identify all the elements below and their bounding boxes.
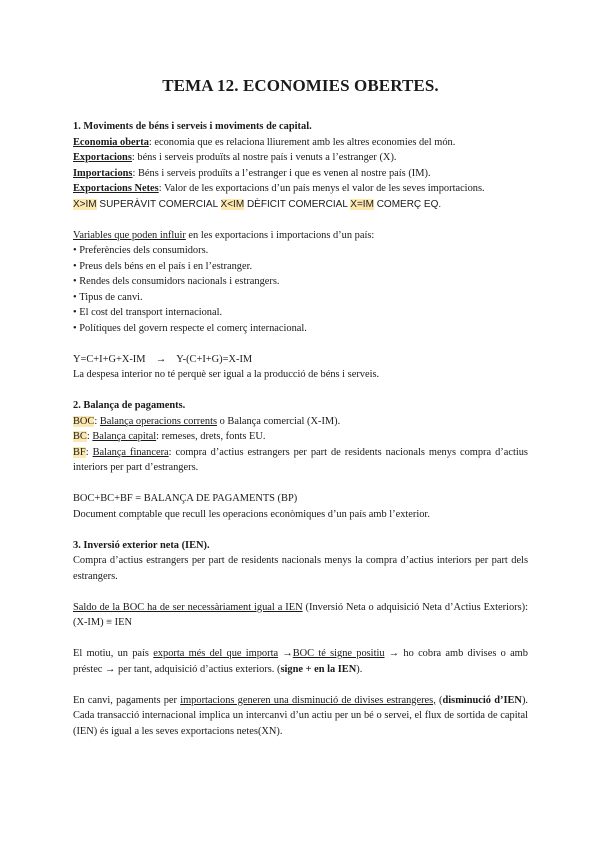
definition-imports: Importacions: Béns i serveis produïts a l’estranger i que es venen al nostre país (IM). <box>73 167 431 179</box>
term: Importacions <box>73 167 133 179</box>
bc-line: BC: Balança capital: remeses, drets, fonts EU. <box>73 431 266 442</box>
formula-1-note: La despesa interior no té perquè ser igual a la producció de béns i serveis. <box>73 369 380 380</box>
variables-list <box>73 243 528 336</box>
boc-line: BOC: Balança operacions corrents o Balança comercial (X-IM). <box>73 415 341 427</box>
trade-balance-line: X>IM SUPERÀVIT COMERCIAL X<IM DÈFICIT COMERCIAL X=IM COMERÇ EQ. <box>73 198 442 210</box>
term: Economia oberta <box>73 136 149 148</box>
formula-2: BOC+BC+BF = BALANÇA DE PAGAMENTS (BP) <box>73 493 298 504</box>
formula-1: Y=C+I+G+X-IM → Y-(C+I+G)=X-IM <box>73 353 253 365</box>
ien-definition: Compra d’actius estrangers per part de residents nacionals menys la compra d’actius interiors per part dels estrangers. <box>73 555 528 582</box>
list-item: • Preus dels béns en el país i en l’estranger. <box>73 259 528 275</box>
list-item: • Polítiques del govern respecte el comerç internacional. <box>73 321 528 337</box>
definition-net-exports: Exportacions Netes: Valor de les exportacions d’un país menys el valor de les seves importacions. <box>73 183 485 194</box>
definition-open-economy: Economia oberta: economia que es relaciona lliurement amb les altres economies del món. <box>73 136 456 148</box>
highlight: X=IM <box>350 198 374 210</box>
section-1-heading: 1. Moviments de béns i serveis i moviments de capital. <box>73 121 312 132</box>
list-item: • Preferències dels consumidors. <box>73 243 528 259</box>
highlight: X<IM <box>220 198 245 210</box>
imports-paragraph: En canvi, pagaments per importacions generen una disminució de divises estrangeres, (disminució d’IEN). Cada transacció internacional implica un intercanvi d’un actiu per un bé o servei, el flux de sortida de capital (IEN) és igual a les seves exportacions netes(XN). <box>73 694 528 737</box>
boc-ien-identity: Saldo de la BOC ha de ser necessàriament igual a IEN (Inversió Neta o adquisició Neta d’Actius Exteriors): (X-IM) ≡ IEN <box>73 601 528 628</box>
term: Exportacions Netes <box>73 183 159 194</box>
page-title: TEMA 12. ECONOMIES OBERTES. <box>162 76 439 95</box>
section-3-heading: 3. Inversió exterior neta (IEN). <box>73 539 210 551</box>
document-page <box>73 76 528 739</box>
list-item: • Tipus de canvi. <box>73 290 528 306</box>
bf-line: BF: Balança financera: compra d’actius estrangers per part de residents nacionals menys compra d’actius interiors per part d’estrangers. <box>73 446 528 473</box>
formula-2-note: Document comptable que recull les operacions econòmiques d’un país amb l’exterior. <box>73 508 430 520</box>
list-item: • Rendes dels consumidors nacionals i estrangers. <box>73 274 528 290</box>
definition-exports: Exportacions: béns i serveis produïts al nostre país i venuts a l’estranger (X). <box>73 152 397 163</box>
reason-paragraph: El motiu, un país exporta més del que importa →BOC té signe positiu → ho cobra amb divises o amb préstec → per tant, adquisició d’actius exteriors. (signe + en la IEN). <box>73 648 528 675</box>
section-2-heading: 2. Balança de pagaments. <box>73 400 186 411</box>
list-item: • El cost del transport internacional. <box>73 305 528 321</box>
variables-intro: Variables que poden influir en les exportacions i importacions d’un país: <box>73 229 375 241</box>
highlight: X>IM <box>73 198 97 210</box>
term: Exportacions <box>73 152 132 163</box>
